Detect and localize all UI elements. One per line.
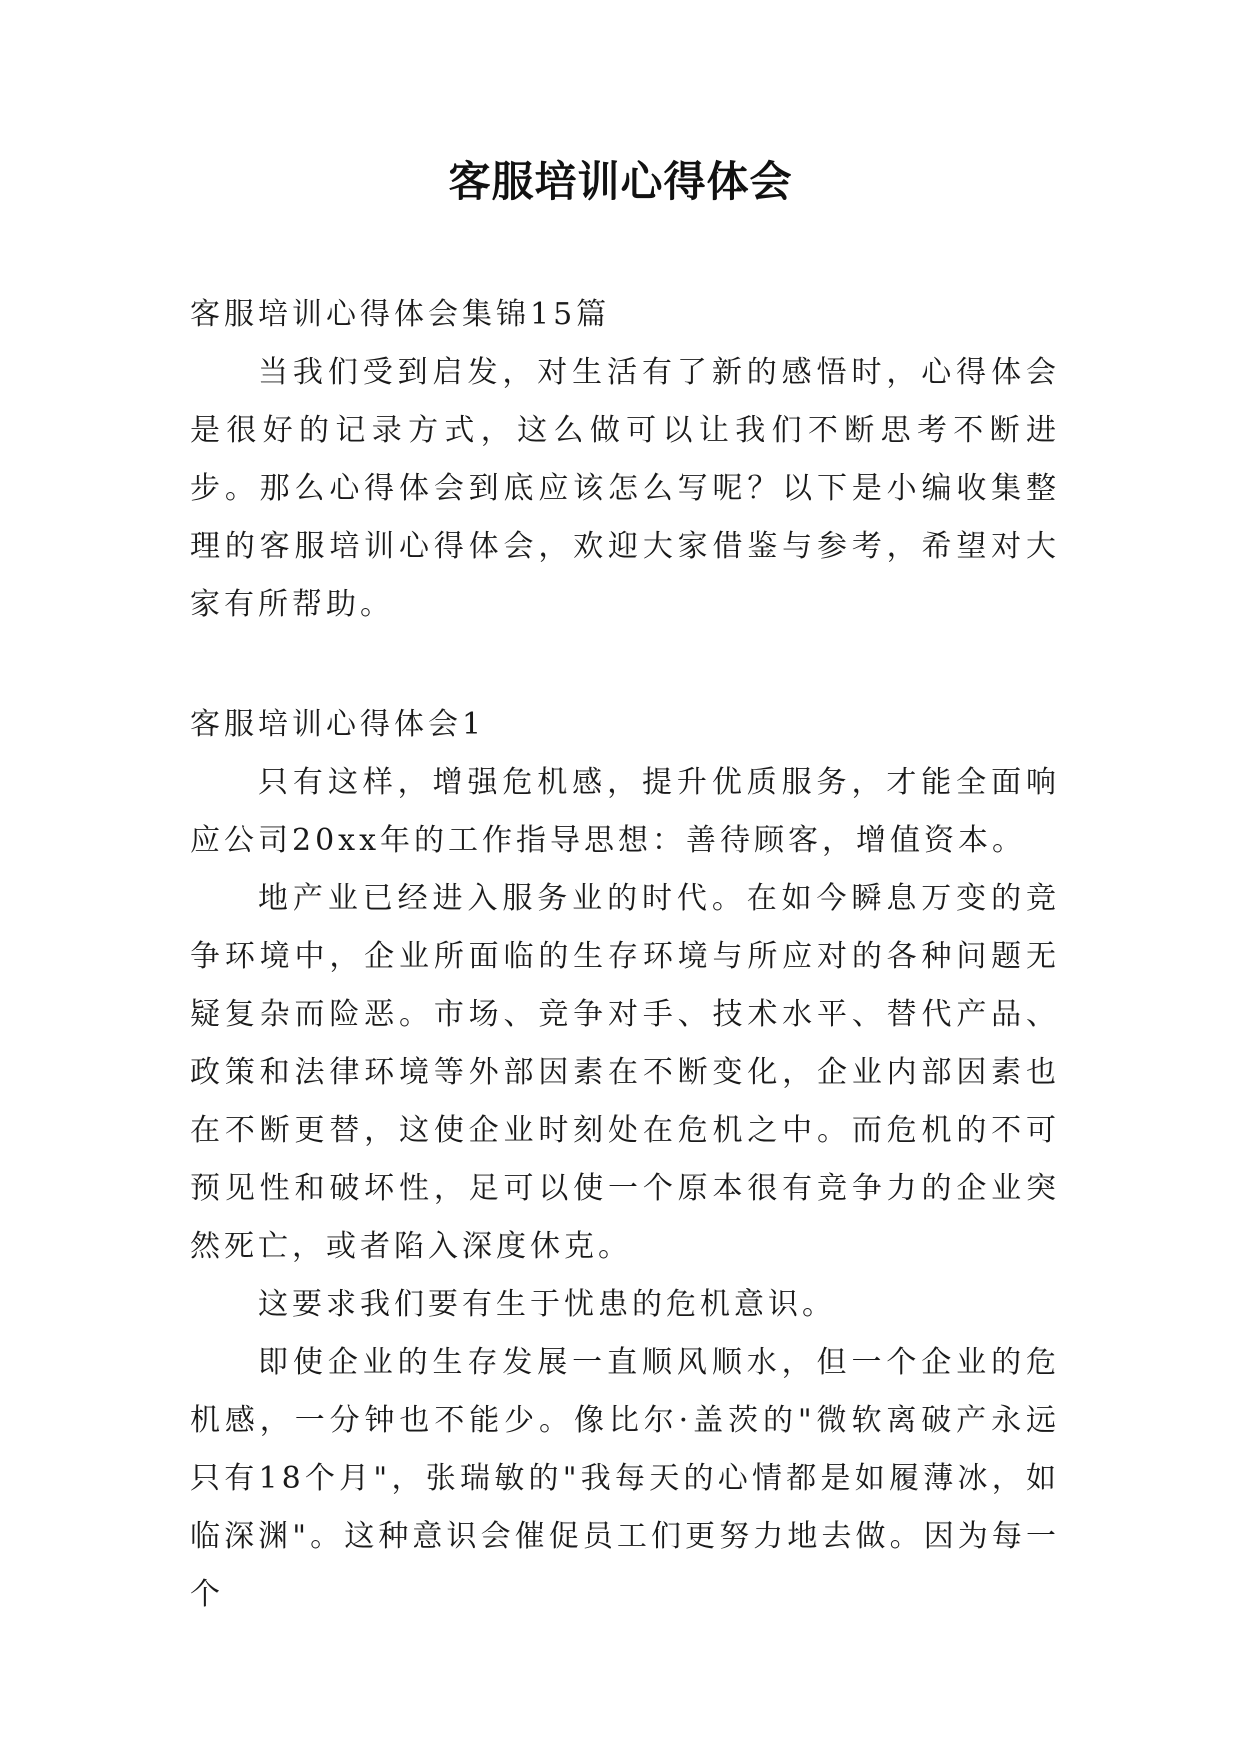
section-1-paragraph-2: 地产业已经进入服务业的时代。在如今瞬息万变的竞争环境中，企业所面临的生存环境与所应对的各种问题无疑复杂而险恶。市场、竞争对手、技术水平、替代产品、政策和法律环境等外部因素在不断变化，企业内部因素也在不断更替，这使企业时刻处在危机之中。而危机的不可预见性和破坏性，足可以使一个原本很有竞争力的企业突然死亡，或者陷入深度休克。 xyxy=(190,881,1060,1264)
document-title: 客服培训心得体会 xyxy=(448,157,793,206)
intro-heading: 客服培训心得体会集锦15篇 xyxy=(190,297,611,332)
section-1-heading: 客服培训心得体会1 xyxy=(190,707,486,742)
intro-paragraph: 当我们受到启发，对生活有了新的感悟时，心得体会是很好的记录方式，这么做可以让我们不断思考不断进步。那么心得体会到底应该怎么写呢？以下是小编收集整理的客服培训心得体会，欢迎大家借鉴与参考，希望对大家有所帮助。 xyxy=(190,355,1060,622)
section-1-paragraph-3: 这要求我们要有生于忧患的危机意识。 xyxy=(258,1287,836,1322)
intro-section xyxy=(190,286,1060,634)
section-1 xyxy=(190,696,1060,1624)
section-1-paragraph-1: 只有这样，增强危机感，提升优质服务，才能全面响应公司20xx年的工作指导思想：善待顾客，增值资本。 xyxy=(190,765,1060,858)
section-1-paragraph-4: 即使企业的生存发展一直顺风顺水，但一个企业的危机感，一分钟也不能少。像比尔·盖茨的"微软离破产永远只有18个月"，张瑞敏的"我每天的心情都是如履薄冰，如临深渊"。这种意识会催促员工们更努力地去做。因为每一个 xyxy=(190,1345,1060,1612)
